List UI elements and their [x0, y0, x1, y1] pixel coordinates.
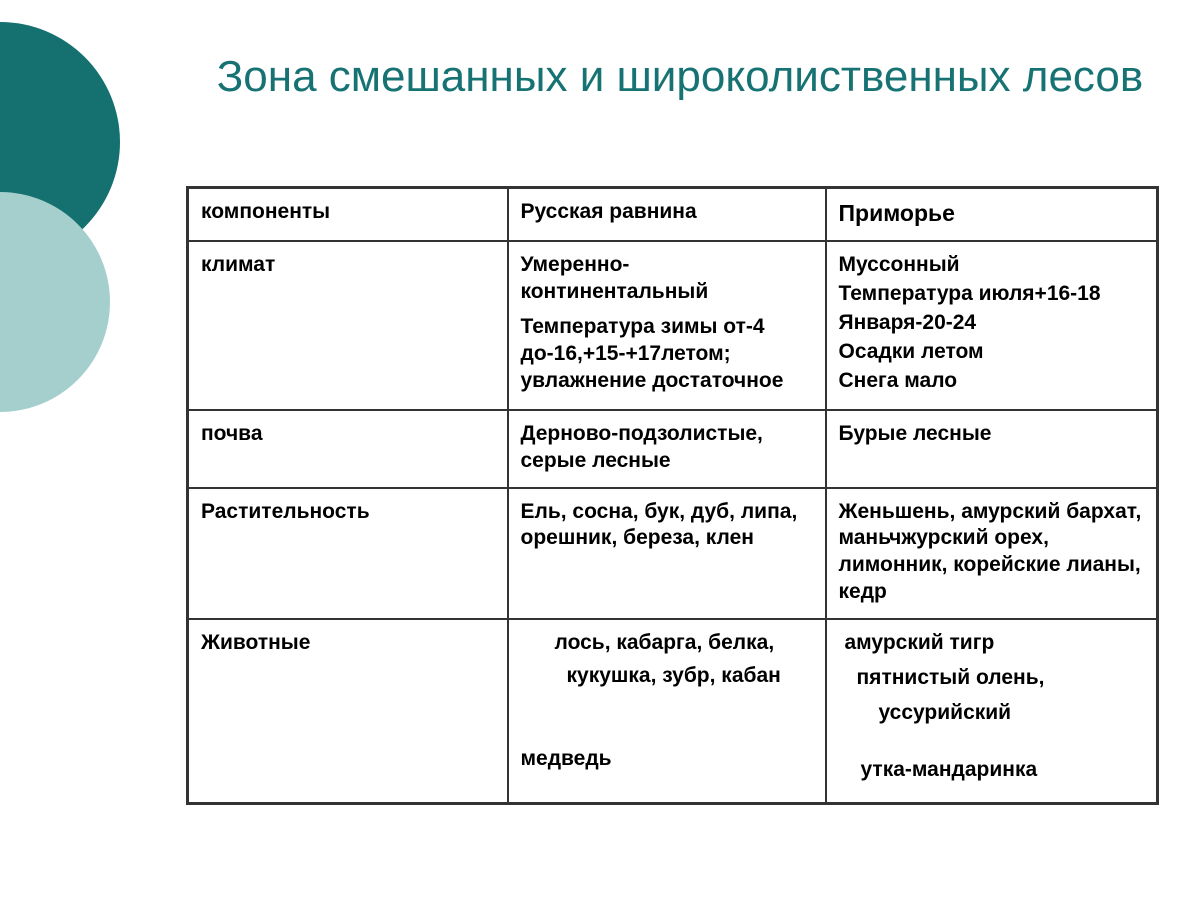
text-line: медведь [520, 746, 612, 770]
decorative-circle-dark [0, 22, 120, 262]
text-line: пятнистый олень, [856, 665, 1045, 689]
text-line: Муссонный [838, 253, 960, 277]
text-line: Температура июля+16-18 [838, 282, 1101, 306]
cell-soil-plain: Дерново-подзолистые, серые лесные [508, 410, 826, 488]
row-label-animals [188, 619, 508, 804]
table-row-soil [188, 410, 1158, 488]
cell-vegetation-primorye: Женьшень, амурский бархат, маньчжурский орех, лимонник, корейские лианы, кедр [826, 488, 1158, 620]
table-row-vegetation [188, 488, 1158, 620]
table-header-russian-plain: Русская равнина [508, 188, 826, 242]
table-header-row [188, 188, 1158, 242]
text-line: Температура зимы от-4 до-16,+15-+17летом; увлажнение достаточное [520, 315, 784, 392]
decorative-circle-light [0, 192, 110, 412]
cell-animals-plain [508, 619, 826, 804]
row-label-vegetation: Растительность [188, 488, 508, 620]
table-row-climate [188, 241, 1158, 409]
table-header-components: компоненты [188, 188, 508, 242]
comparison-table-wrapper [186, 186, 1156, 805]
text-line: кукушка, зубр, кабан [566, 663, 781, 687]
page-title: Зона смешанных и широколиственных лесов [216, 52, 1144, 101]
table-header-primorye: Приморье [826, 188, 1158, 242]
text-line: Умеренно-континентальный [520, 253, 709, 304]
text-line: Животные [201, 631, 311, 655]
text-line: утка-мандаринка [860, 757, 1038, 781]
text-line: Снега мало [838, 368, 958, 392]
text-line: уссурийский [878, 700, 1012, 724]
text-line: Января-20-24 [838, 311, 977, 335]
cell-climate-primorye [826, 241, 1158, 409]
text-line: лось, кабарга, белка, [554, 631, 775, 655]
table-row-animals [188, 619, 1158, 804]
row-label-soil: почва [188, 410, 508, 488]
text-line: Осадки летом [838, 340, 984, 364]
cell-climate-plain [508, 241, 826, 409]
row-label-climate: климат [188, 241, 508, 409]
comparison-table [186, 186, 1159, 805]
cell-animals-primorye [826, 619, 1158, 804]
cell-vegetation-plain: Ель, сосна, бук, дуб, липа, орешник, береза, клен [508, 488, 826, 620]
cell-soil-primorye: Бурые лесные [826, 410, 1158, 488]
text-line: амурский тигр [844, 631, 995, 655]
